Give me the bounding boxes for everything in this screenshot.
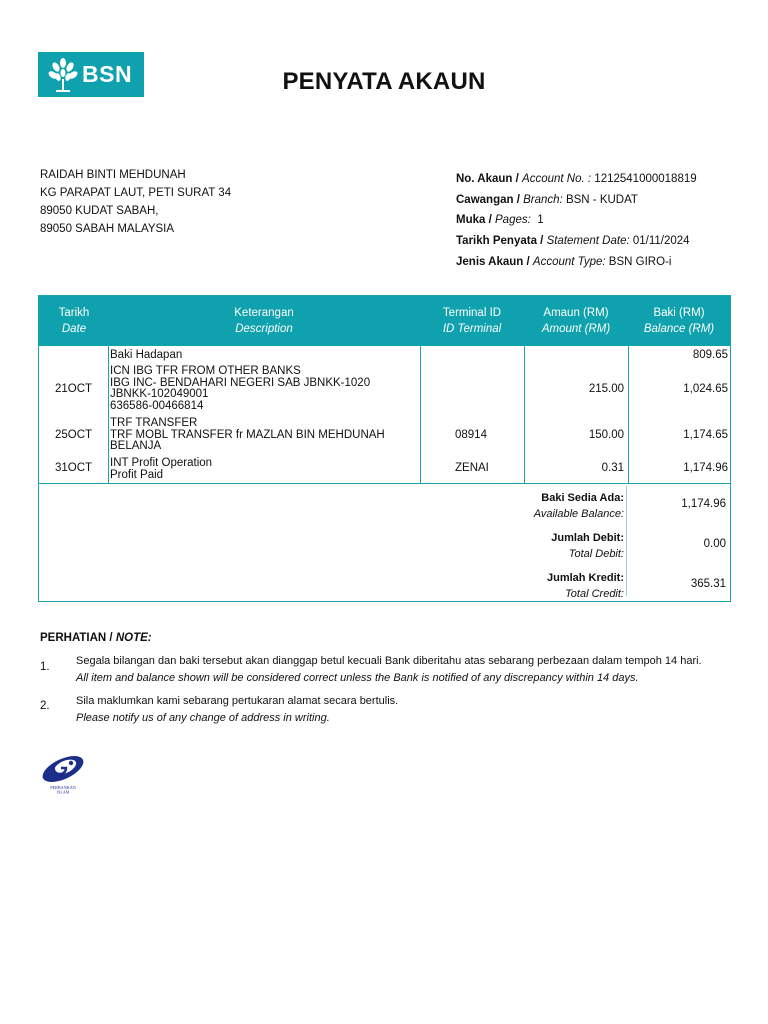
account-type-label: Jenis Akaun / [456, 256, 530, 268]
table-divider [39, 483, 730, 484]
summary-divider [626, 486, 627, 596]
header-amount: Amaun (RM) Amount (RM) [541, 307, 611, 335]
row-3-description: INT Profit Operation Profit Paid [110, 457, 213, 481]
row-2-balance: 1,174.65 [683, 429, 728, 441]
table-header [39, 296, 730, 346]
header-balance: Baki (RM) Balance (RM) [643, 307, 715, 335]
perbankan-islam-logo [38, 752, 88, 794]
account-number-row [456, 173, 697, 185]
note-2-number: 2. [40, 700, 50, 712]
row-1-amount: 215.00 [588, 383, 624, 395]
available-balance-value: 1,174.96 [681, 498, 726, 510]
row-3-date: 31OCT [54, 462, 93, 474]
pages-label-en: Pages: [495, 214, 531, 226]
branch-label: Cawangan / [456, 194, 520, 206]
row-1-description: ICN IBG TFR FROM OTHER BANKS IBG INC- BENDAHARI NEGERI SAB JBNKK-1020 JBNKK-102049001 636586-00466814 [110, 365, 371, 412]
brand-name: BSN [82, 61, 133, 87]
row-2-description: TRF TRANSFER TRF MOBL TRANSFER fr MAZLAN BIN MEHDUNAH BELANJA [110, 417, 385, 452]
account-type-value: BSN GIRO-i [608, 256, 672, 268]
branch-label-en: Branch: [523, 194, 563, 206]
statement-date-label-en: Statement Date: [546, 235, 630, 247]
pages-label: Muka / [456, 214, 492, 226]
column-divider [108, 346, 109, 484]
account-number-value: 1212541000018819 [594, 173, 697, 185]
account-number-label: No. Akaun / [456, 173, 519, 185]
row-2-date: 25OCT [54, 429, 93, 441]
address-line-3: 89050 SABAH MALAYSIA [40, 223, 175, 235]
column-divider [420, 346, 421, 484]
note-2-text: Sila maklumkan kami sebarang pertukaran alamat secara bertulis. Please notify us of any change of address in writing. [76, 695, 399, 724]
statement-date-value: 01/11/2024 [632, 235, 690, 247]
note-1-number: 1. [40, 661, 50, 673]
svg-text:ISLAM: ISLAM [56, 789, 70, 794]
row-3-balance: 1,174.96 [683, 462, 728, 474]
note-1-text: Segala bilangan dan baki tersebut akan dianggap betul kecuali Bank diberitahu atas sebarang perbezaan dalam tempoh 14 hari. All item and balance shown will be considered correct unless the Bank is notified of any discrepancy within 14 days. [76, 655, 702, 684]
address-line-1: KG PARAPAT LAUT, PETI SURAT 34 [40, 187, 232, 199]
branch-value: BSN - KUDAT [565, 194, 638, 206]
available-balance-label: Baki Sedia Ada: Available Balance: [533, 492, 624, 520]
account-type-row [456, 256, 671, 268]
total-credit-value: 365.31 [690, 578, 726, 590]
notes-heading: PERHATIAN / NOTE: [40, 632, 152, 644]
header-date: Tarikh Date [58, 307, 90, 335]
row-0-balance: 809.65 [692, 349, 728, 361]
header-description: Keterangan Description [234, 307, 294, 335]
row-3-amount: 0.31 [601, 462, 624, 474]
account-number-label-en: Account No. : [522, 173, 592, 185]
row-3-terminal: ZENAI [455, 462, 489, 474]
row-0-description: Baki Hadapan [110, 349, 183, 361]
row-1-date: 21OCT [54, 383, 93, 395]
address-line-2: 89050 KUDAT SABAH, [40, 205, 159, 217]
pages-row [456, 214, 544, 226]
statement-date-label: Tarikh Penyata / [456, 235, 544, 247]
header-terminal: Terminal ID ID Terminal [442, 307, 502, 335]
row-2-amount: 150.00 [588, 429, 624, 441]
account-type-label-en: Account Type: [532, 256, 606, 268]
transactions-table [38, 295, 731, 602]
statement-date-row [456, 235, 690, 247]
row-2-terminal: 08914 [455, 429, 487, 441]
total-debit-label: Jumlah Debit: Total Debit: [551, 532, 624, 560]
total-debit-value: 0.00 [703, 538, 726, 550]
svg-text:PERBANKAN: PERBANKAN [50, 785, 76, 790]
page-title: PENYATA AKAUN [282, 68, 486, 95]
branch-row [456, 194, 638, 206]
row-1-balance: 1,024.65 [683, 383, 728, 395]
total-credit-label: Jumlah Kredit: Total Credit: [546, 572, 624, 600]
pages-value: 1 [537, 214, 544, 226]
customer-name: RAIDAH BINTI MEHDUNAH [40, 169, 186, 181]
